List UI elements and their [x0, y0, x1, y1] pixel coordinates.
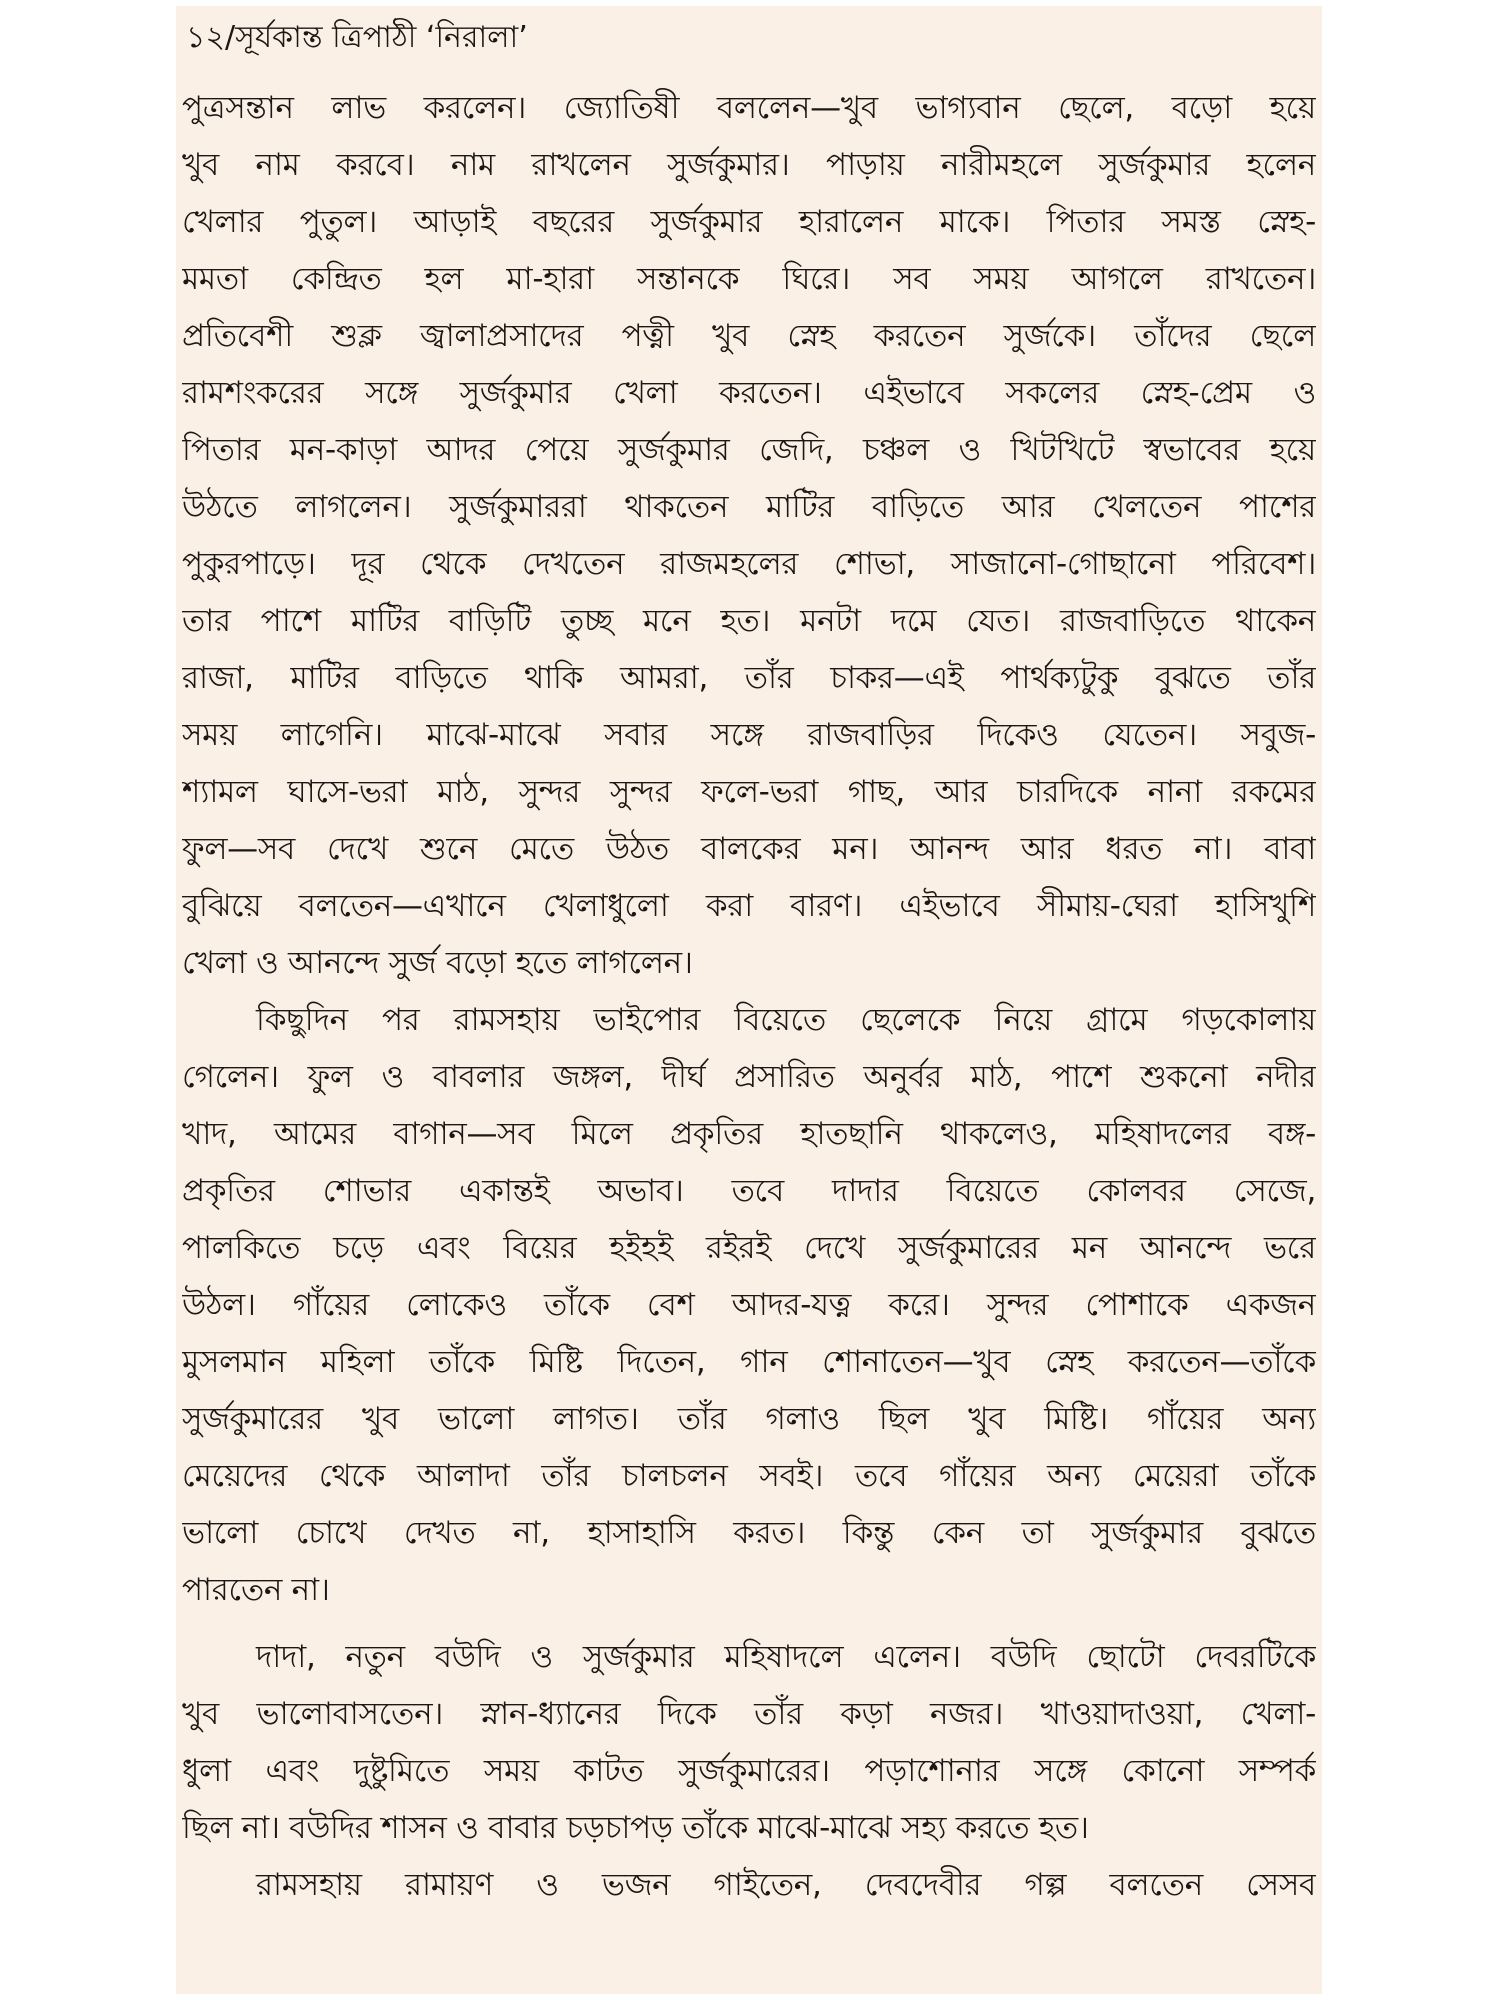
text-line: তার পাশে মাটির বাড়িটি তুচ্ছ মনে হত। মনটা দমে যেত। রাজবাড়িতে থাকেন [182, 603, 1316, 639]
text-line: পারতেন না। [182, 1572, 330, 1608]
text-line: রামশংকরের সঙ্গে সুর্জকুমার খেলা করতেন। এইভাবে সকলের স্নেহ-প্রেম ও [182, 375, 1316, 411]
text-line: মমতা কেন্দ্রিত হল মা-হারা সন্তানকে ঘিরে। সব সময় আগলে রাখতেন। [182, 261, 1316, 297]
text-line: খুব ভালোবাসতেন। স্নান-ধ্যানের দিকে তাঁর কড়া নজর। খাওয়াদাওয়া, খেলা- [182, 1696, 1316, 1732]
text-line: মেয়েদের থেকে আলাদা তাঁর চালচলন সবই। তবে গাঁয়ের অন্য মেয়েরা তাঁকে [182, 1458, 1316, 1494]
page-body [182, 80, 1316, 1914]
book-page [176, 6, 1322, 1994]
text-line: রাজা, মাটির বাড়িতে থাকি আমরা, তাঁর চাকর—এই পার্থক্যটুকু বুঝতে তাঁর [182, 660, 1316, 696]
text-line: খাদ, আমের বাগান—সব মিলে প্রকৃতির হাতছানি থাকলেও, মহিষাদলের বঙ্গ- [182, 1116, 1316, 1152]
text-line: খেলা ও আনন্দে সুর্জ বড়ো হতে লাগলেন। [182, 945, 693, 981]
text-line: উঠতে লাগলেন। সুর্জকুমাররা থাকতেন মাটির বাড়িতে আর খেলতেন পাশের [182, 489, 1316, 525]
text-line: গেলেন। ফুল ও বাবলার জঙ্গল, দীর্ঘ প্রসারিত অনুর্বর মাঠ, পাশে শুকনো নদীর [182, 1059, 1316, 1095]
text-line: পুত্রসন্তান লাভ করলেন। জ্যোতিষী বললেন—খুব ভাগ্যবান ছেলে, বড়ো হয়ে [182, 90, 1316, 126]
text-line: খুব নাম করবে। নাম রাখলেন সুর্জকুমার। পাড়ায় নারীমহলে সুর্জকুমার হলেন [182, 147, 1316, 183]
text-line: কিছুদিন পর রামসহায় ভাইপোর বিয়েতে ছেলেকে নিয়ে গ্রামে গড়কোলায় [256, 1002, 1316, 1038]
text-line: রামসহায় রামায়ণ ও ভজন গাইতেন, দেবদেবীর গল্প বলতেন সেসব [256, 1867, 1316, 1903]
text-line: প্রকৃতির শোভার একান্তই অভাব। তবে দাদার বিয়েতে কোলবর সেজে, [182, 1173, 1316, 1209]
text-line: মুসলমান মহিলা তাঁকে মিষ্টি দিতেন, গান শোনাতেন—খুব স্নেহ করতেন—তাঁকে [182, 1344, 1316, 1380]
text-line: উঠল। গাঁয়ের লোকেও তাঁকে বেশ আদর-যত্ন করে। সুন্দর পোশাকে একজন [182, 1287, 1316, 1323]
text-line: শ্যামল ঘাসে-ভরা মাঠ, সুন্দর সুন্দর ফলে-ভরা গাছ, আর চারদিকে নানা রকমের [182, 774, 1316, 810]
text-line: পালকিতে চড়ে এবং বিয়ের হইহই রইরই দেখে সুর্জকুমারের মন আনন্দে ভরে [182, 1230, 1316, 1266]
text-line: ছিল না। বউদির শাসন ও বাবার চড়চাপড় তাঁকে মাঝে-মাঝে সহ্য করতে হত। [182, 1810, 1089, 1846]
text-line: প্রতিবেশী শুক্ল জ্বালাপ্রসাদের পত্নী খুব স্নেহ করতেন সুর্জকে। তাঁদের ছেলে [182, 318, 1316, 354]
text-line: খেলার পুতুল। আড়াই বছরের সুর্জকুমার হারালেন মাকে। পিতার সমস্ত স্নেহ- [182, 204, 1316, 240]
running-header: ১২/সূর্যকান্ত ত্রিপাঠী ‘নিরালা’ [186, 20, 528, 55]
text-line: ধুলা এবং দুষ্টুমিতে সময় কাটত সুর্জকুমারের। পড়াশোনার সঙ্গে কোনো সম্পর্ক [182, 1753, 1316, 1789]
text-line: সময় লাগেনি। মাঝে-মাঝে সবার সঙ্গে রাজবাড়ির দিকেও যেতেন। সবুজ- [182, 717, 1316, 753]
text-line: পুকুরপাড়ে। দূর থেকে দেখতেন রাজমহলের শোভা, সাজানো-গোছানো পরিবেশ। [182, 546, 1316, 582]
text-line: বুঝিয়ে বলতেন—এখানে খেলাধুলো করা বারণ। এইভাবে সীমায়-ঘেরা হাসিখুশি [182, 888, 1316, 924]
text-line: ফুল—সব দেখে শুনে মেতে উঠত বালকের মন। আনন্দ আর ধরত না। বাবা [182, 831, 1316, 867]
text-line: দাদা, নতুন বউদি ও সুর্জকুমার মহিষাদলে এলেন। বউদি ছোটো দেবরটিকে [256, 1639, 1316, 1675]
text-line: পিতার মন-কাড়া আদর পেয়ে সুর্জকুমার জেদি, চঞ্চল ও খিটখিটে স্বভাবের হয়ে [182, 432, 1316, 468]
text-line: সুর্জকুমারের খুব ভালো লাগত। তাঁর গলাও ছিল খুব মিষ্টি। গাঁয়ের অন্য [182, 1401, 1316, 1437]
paragraph-gap [182, 1619, 1316, 1629]
text-line: ভালো চোখে দেখত না, হাসাহাসি করত। কিন্তু কেন তা সুর্জকুমার বুঝতে [182, 1515, 1316, 1551]
